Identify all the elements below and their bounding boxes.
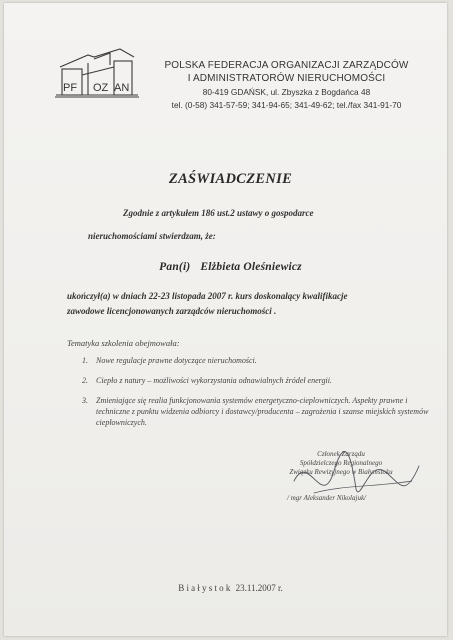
completion-line-1: ukończył(a) w dniach 22-23 listopada 2007 r. kurs doskonalący kwalifikacje bbox=[67, 291, 348, 301]
document-title: ZAŚWIADCZENIE bbox=[168, 171, 293, 187]
intro-line-2: nieruchomościami stwierdzam, że: bbox=[88, 231, 216, 241]
place-and-date bbox=[4, 583, 453, 593]
signatory-role-line1: Członek Zarządu bbox=[317, 450, 365, 458]
issue-city: Białystok bbox=[178, 583, 233, 593]
completion-statement bbox=[67, 289, 348, 319]
topic-number: 1. bbox=[82, 356, 88, 365]
list-item bbox=[82, 355, 437, 366]
svg-text:OZ: OZ bbox=[93, 82, 109, 94]
topics-list bbox=[82, 355, 437, 437]
signatory-name: / mgr Aleksander Nikolajuk/ bbox=[287, 494, 366, 502]
topic-text: Zmieniające się realia funkcjonowania systemów energetyczno-cieplowniczych. Aspekty prawne i techniczne z punktu widzenia odbiorcy i dostawcy/producenta – zagrożenia i szanse miejskich systemów ciepłowniczych. bbox=[96, 396, 429, 427]
organization-name-line2: I ADMINISTRATORÓW NIERUCHOMOŚCI bbox=[187, 73, 386, 84]
issue-date: 23.11.2007 r. bbox=[235, 583, 283, 593]
organization-phones: tel. (0-58) 341-57-59; 341-94-65; 341-49-62; tel./fax 341-91-70 bbox=[171, 100, 402, 110]
recipient-prefix: Pan(i) bbox=[159, 261, 191, 273]
topic-number: 3. bbox=[82, 396, 88, 405]
organization-header bbox=[144, 59, 429, 111]
completion-line-2: zawodowe licencjonowanych zarządców nieruchomości . bbox=[67, 306, 277, 316]
signatory-role-line2: Spółdzielczego Regionalnego bbox=[299, 459, 383, 467]
organization-name-line1: POLSKA FEDERACJA ORGANIZACJI ZARZĄDCÓW bbox=[164, 60, 409, 71]
intro-line-1: Zgodnie z artykułem 186 ust.2 ustawy o gospodarce bbox=[123, 208, 314, 218]
list-item bbox=[82, 375, 437, 386]
svg-text:PF: PF bbox=[63, 82, 78, 94]
topics-heading: Tematyka szkolenia obejmowała: bbox=[67, 338, 180, 348]
organization-address: 80-419 GDAŃSK, ul. Zbyszka z Bogdańca 48 bbox=[202, 87, 371, 97]
recipient-name: Elżbieta Oleśniewicz bbox=[200, 261, 302, 273]
topic-text: Ciepło z natury – możliwości wykorzystania odnawialnych źródeł energii. bbox=[96, 376, 332, 385]
certificate-page bbox=[4, 3, 447, 636]
list-item bbox=[82, 395, 437, 428]
handwritten-signature bbox=[274, 441, 429, 521]
recipient bbox=[4, 261, 453, 273]
pfozzn-logo bbox=[54, 45, 140, 105]
topic-number: 2. bbox=[82, 376, 88, 385]
signatory-role-line3: Związku Rewizyjnego w Białymstoku bbox=[289, 468, 393, 476]
topic-text: Nowe regulacje prawne dotyczące nieruchomości. bbox=[96, 356, 257, 365]
svg-text:AN: AN bbox=[114, 82, 130, 94]
